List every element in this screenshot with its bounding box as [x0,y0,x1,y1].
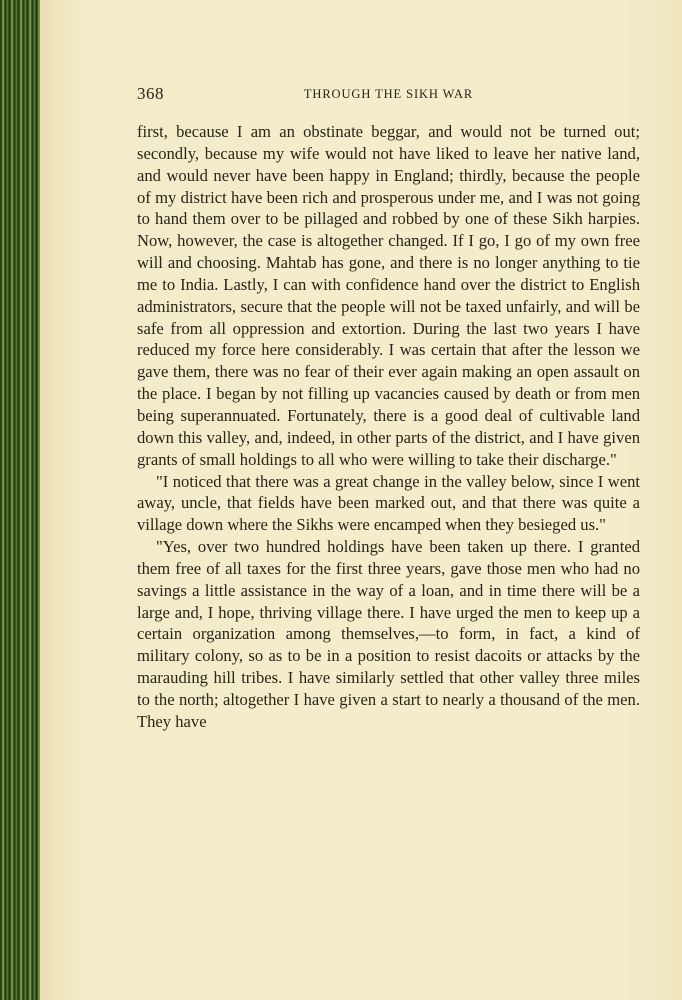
running-title: THROUGH THE SIKH WAR [303,87,474,101]
body-text [137,121,640,733]
paragraph: first, because I am an obstinate beggar, and would not be turned out; secondly, because my wife would not have liked to leave her native land, and would never have been happy in England; thirdly, because the people of my district have been rich and prosperous under me, and I was not going to hand them over to be pillaged and robbed by one of these Sikh harpies. Now, however, the case is altogether changed. If I go, I go of my own free will and choosing. Mahtab has gone, and there is no longer anything to tie me to India. Lastly, I can with confidence hand over the district to English administrators, secure that the people will not be taxed unfairly, and will be safe from all oppression and extortion. During the last two years I have reduced my force here considerably. I was certain that after the lesson we gave them, there was no fear of their ever again making an open assault on the place. I began by not filling up vacancies caused by death or from men being superannuated. Fortunately, there is a good deal of cultivable land down this valley, and, indeed, in other parts of the district, and I have given grants of small holdings to all who were willing to take their discharge." [137,122,640,469]
page-header [137,84,640,108]
paragraph: "I noticed that there was a great change in the valley below, since I went away, uncle, that fields have been marked out, and that there was quite a village down where the Sikhs were encamped when they besieged us." [137,471,640,535]
page-number: 368 [137,84,164,103]
book-binding [0,0,40,1000]
paragraph: "Yes, over two hundred holdings have been taken up there. I granted them free of all taxes for the first three years, gave those men who had no savings a little assistance in the way of a loan, and in time there will be a large and, I hope, thriving village there. I have urged the men to keep up a certain organization among themselves,—to form, in fact, a kind of military colony, so as to be in a position to resist dacoits or attacks by the marauding hill tribes. I have similarly settled that other valley three miles to the north; altogether I have given a start to nearly a thousand of the men. They have [137,537,640,731]
